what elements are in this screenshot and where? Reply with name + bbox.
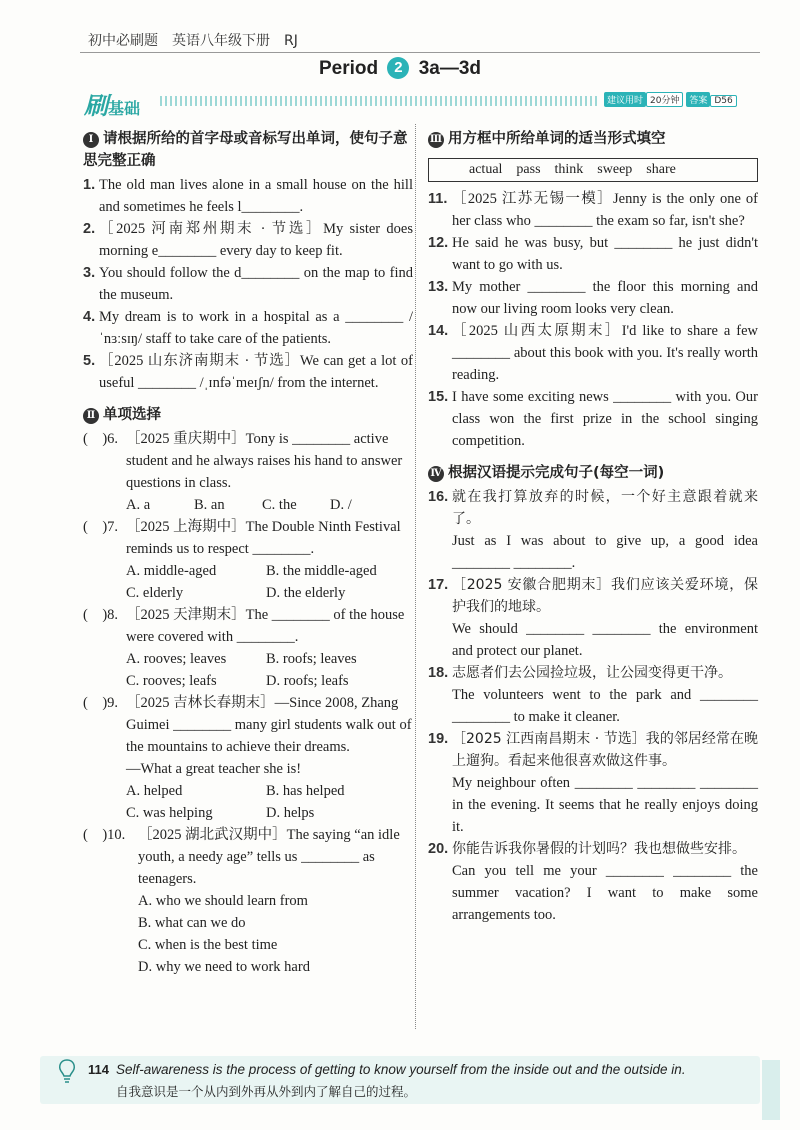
question-3 [83, 262, 413, 306]
question-text: I have some exciting news ________ with you. Our class won the first prize in the school singing competition. [452, 389, 758, 449]
option-a: A. rooves; leaves [126, 651, 227, 667]
question-text: We should ________ ________ the environment and protect our planet. [452, 621, 758, 659]
question-number: 5. [83, 353, 96, 369]
section-4-number: Ⅳ [428, 466, 444, 482]
question-16-english [428, 530, 758, 574]
question-11 [428, 188, 758, 232]
time-answer-box [604, 92, 737, 107]
option-d: D. why we need to work hard [138, 959, 310, 975]
question-text: The volunteers went to the park and ________ ________ to make it cleaner. [452, 687, 758, 725]
question-17-english [428, 618, 758, 662]
question-number: ( )6. [83, 431, 119, 447]
section-2-number: Ⅱ [83, 408, 99, 424]
footer-quote-chinese: 自我意识是一个从内到外再从外到内了解自己的过程。 [116, 1084, 417, 1099]
question-chinese: ［2025 安徽合肥期末］我们应该关爱环境，保护我们的地球。 [452, 577, 758, 615]
question-1 [83, 174, 413, 218]
section-3-heading [428, 128, 758, 150]
option-b: B. the middle-aged [266, 563, 377, 579]
question-4 [83, 306, 413, 350]
section-1-number: Ⅰ [83, 132, 99, 148]
option-b: B. what can we do [138, 915, 246, 931]
time-label: 建议用时 [604, 92, 646, 107]
question-number: 2. [83, 221, 96, 237]
question-number: 4. [83, 309, 96, 325]
option-d: D. roofs; leafs [266, 673, 349, 689]
option-c: C. elderly [126, 585, 184, 601]
question-chinese: 你能告诉我你暑假的计划吗？我也想做些安排。 [452, 841, 746, 857]
question-number: ( )10. [83, 827, 126, 843]
question-chinese: ［2025 江西南昌期末 · 节选］我的邻居经常在晚上遛狗。看起来他很喜欢做这件事。 [452, 731, 758, 769]
question-7 [83, 516, 413, 560]
question-text: ［2025 河南郑州期末 · 节选］My sister does morning e________ every day to keep fit. [99, 221, 413, 259]
option-c: C. when is the best time [138, 937, 278, 953]
question-text: ［2025 江苏无锡一模］Jenny is the only one of her class who ________ the exam so far, isn't she? [452, 191, 758, 229]
section-4-title: 根据汉语提示完成句子(每空一词) [448, 465, 665, 481]
question-15 [428, 386, 758, 452]
page-number: 114 [88, 1062, 109, 1077]
question-7-options [83, 560, 413, 604]
section-2-heading [83, 404, 413, 426]
question-number: 17. [428, 577, 449, 593]
question-19 [428, 728, 758, 772]
answer-value: D56 [710, 95, 736, 107]
book-title: 初中必刷题 英语八年级下册 RJ [88, 33, 298, 49]
question-chinese: 就在我打算放弃的时候，一个好主意跟着就来了。 [452, 489, 758, 527]
section-3-number: Ⅲ [428, 132, 444, 148]
question-number: ( )9. [83, 695, 119, 711]
question-number: 3. [83, 265, 96, 281]
question-number: 18. [428, 665, 449, 681]
option-a: A. a [126, 497, 151, 513]
basic-label: 基础 [108, 99, 141, 118]
option-a: A. helped [126, 783, 183, 799]
question-9 [83, 692, 413, 758]
question-number: 12. [428, 235, 449, 251]
question-10-options [83, 890, 413, 978]
question-20-english [428, 860, 758, 926]
question-8 [83, 604, 413, 648]
period-title [0, 57, 800, 80]
question-text: ［2025 湖北武汉期中］The saying “an idle youth, a needy age” tells us ________ as teenagers. [138, 827, 400, 887]
question-5 [83, 350, 413, 394]
section-2-title: 单项选择 [103, 407, 161, 423]
question-18-english [428, 684, 758, 728]
option-d: D. / [330, 497, 352, 513]
question-10 [83, 824, 413, 890]
question-17 [428, 574, 758, 618]
option-a: A. middle-aged [126, 563, 217, 579]
question-number: 15. [428, 389, 449, 405]
question-text: The old man lives alone in a small house on the hill and sometimes he feels l________. [99, 177, 413, 215]
option-d: D. helps [266, 805, 315, 821]
option-c: C. was helping [126, 805, 213, 821]
brush-basic-logo [84, 86, 140, 121]
answer-label: 答案 [686, 92, 710, 107]
section-1-heading [83, 128, 413, 172]
question-text: Just as I was about to give up, a good idea ________ ________. [452, 533, 758, 571]
lightbulb-icon [58, 1058, 76, 1084]
question-text: —What a great teacher she is! [126, 761, 302, 777]
question-text: Can you tell me your ________ ________ the summer vacation? I want to make some arrangements too. [452, 863, 758, 923]
question-6 [83, 428, 413, 494]
option-a: A. who we should learn from [138, 893, 308, 909]
question-2 [83, 218, 413, 262]
question-number: 1. [83, 177, 96, 193]
period-word: Period [319, 58, 379, 79]
question-12 [428, 232, 758, 276]
header-divider [80, 52, 760, 53]
footer-quote-english: Self-awareness is the process of getting to know yourself from the inside out and the outside in. [116, 1062, 686, 1077]
option-b: B. roofs; leaves [266, 651, 357, 667]
period-range: 3a—3d [418, 58, 481, 79]
question-13 [428, 276, 758, 320]
page-edge-tab [762, 1060, 780, 1120]
brush-char: 刷 [84, 92, 108, 120]
section-3-title: 用方框中所给单词的适当形式填空 [448, 131, 666, 147]
question-number: 11. [428, 191, 448, 207]
question-number: 13. [428, 279, 449, 295]
left-column [83, 128, 413, 978]
question-text: ［2025 天津期末］The ________ of the house were covered with ________. [126, 607, 405, 645]
question-19-english [428, 772, 758, 838]
question-14 [428, 320, 758, 386]
question-text: My mother ________ the floor this morning and now our living room looks very clean. [452, 279, 758, 317]
question-text: You should follow the d________ on the map to find the museum. [99, 265, 413, 303]
option-b: B. has helped [266, 783, 345, 799]
right-column [428, 128, 758, 926]
question-number: 14. [428, 323, 449, 339]
option-d: D. the elderly [266, 585, 346, 601]
question-6-options [83, 494, 413, 516]
question-text: ［2025 吉林长春期末］—Since 2008, Zhang Guimei ________ many girl students walk out of the mountains to achieve their dreams. [126, 695, 412, 755]
option-c: C. rooves; leafs [126, 673, 217, 689]
question-9-options [83, 780, 413, 824]
question-text: ［2025 山东济南期末 · 节选］We can get a lot of useful ________ /ˌɪnfəˈmeɪʃn/ from the internet. [99, 353, 413, 391]
question-18 [428, 662, 758, 684]
question-16 [428, 486, 758, 530]
question-number: ( )7. [83, 519, 119, 535]
question-text: ［2025 重庆期中］Tony is ________ active student and he always raises his hand to answer questions in class. [126, 431, 403, 491]
time-value: 20分钟 [646, 92, 683, 107]
question-20 [428, 838, 758, 860]
question-chinese: 志愿者们去公园捡垃圾，让公园变得更干净。 [452, 665, 732, 681]
question-number: ( )8. [83, 607, 119, 623]
question-number: 19. [428, 731, 449, 747]
question-text: ［2025 山西太原期末］I'd like to share a few ________ about this book with you. It's really worth reading. [452, 323, 758, 383]
section-4-heading [428, 462, 758, 484]
column-divider [415, 124, 416, 1029]
question-text: He said he was busy, but ________ he just didn't want to go with us. [452, 235, 758, 273]
option-b: B. an [194, 497, 225, 513]
section-1-title: 请根据所给的首字母或音标写出单词，使句子意思完整正确 [83, 131, 408, 169]
question-8-options [83, 648, 413, 692]
question-9-reply [83, 758, 413, 780]
question-number: 16. [428, 489, 449, 505]
question-text: My neighbour often ________ ________ ________ in the evening. It seems that he really enjoys doing it. [452, 775, 758, 835]
word-box: actual pass think sweep share [428, 158, 758, 182]
period-number: 2 [387, 57, 409, 79]
question-text: ［2025 上海期中］The Double Ninth Festival reminds us to respect ________. [126, 519, 401, 557]
option-c: C. the [262, 497, 297, 513]
question-number: 20. [428, 841, 449, 857]
banner-stripe [160, 96, 600, 106]
question-text: My dream is to work in a hospital as a ________ /ˈnɜːsɪŋ/ staff to take care of the patients. [99, 309, 413, 347]
